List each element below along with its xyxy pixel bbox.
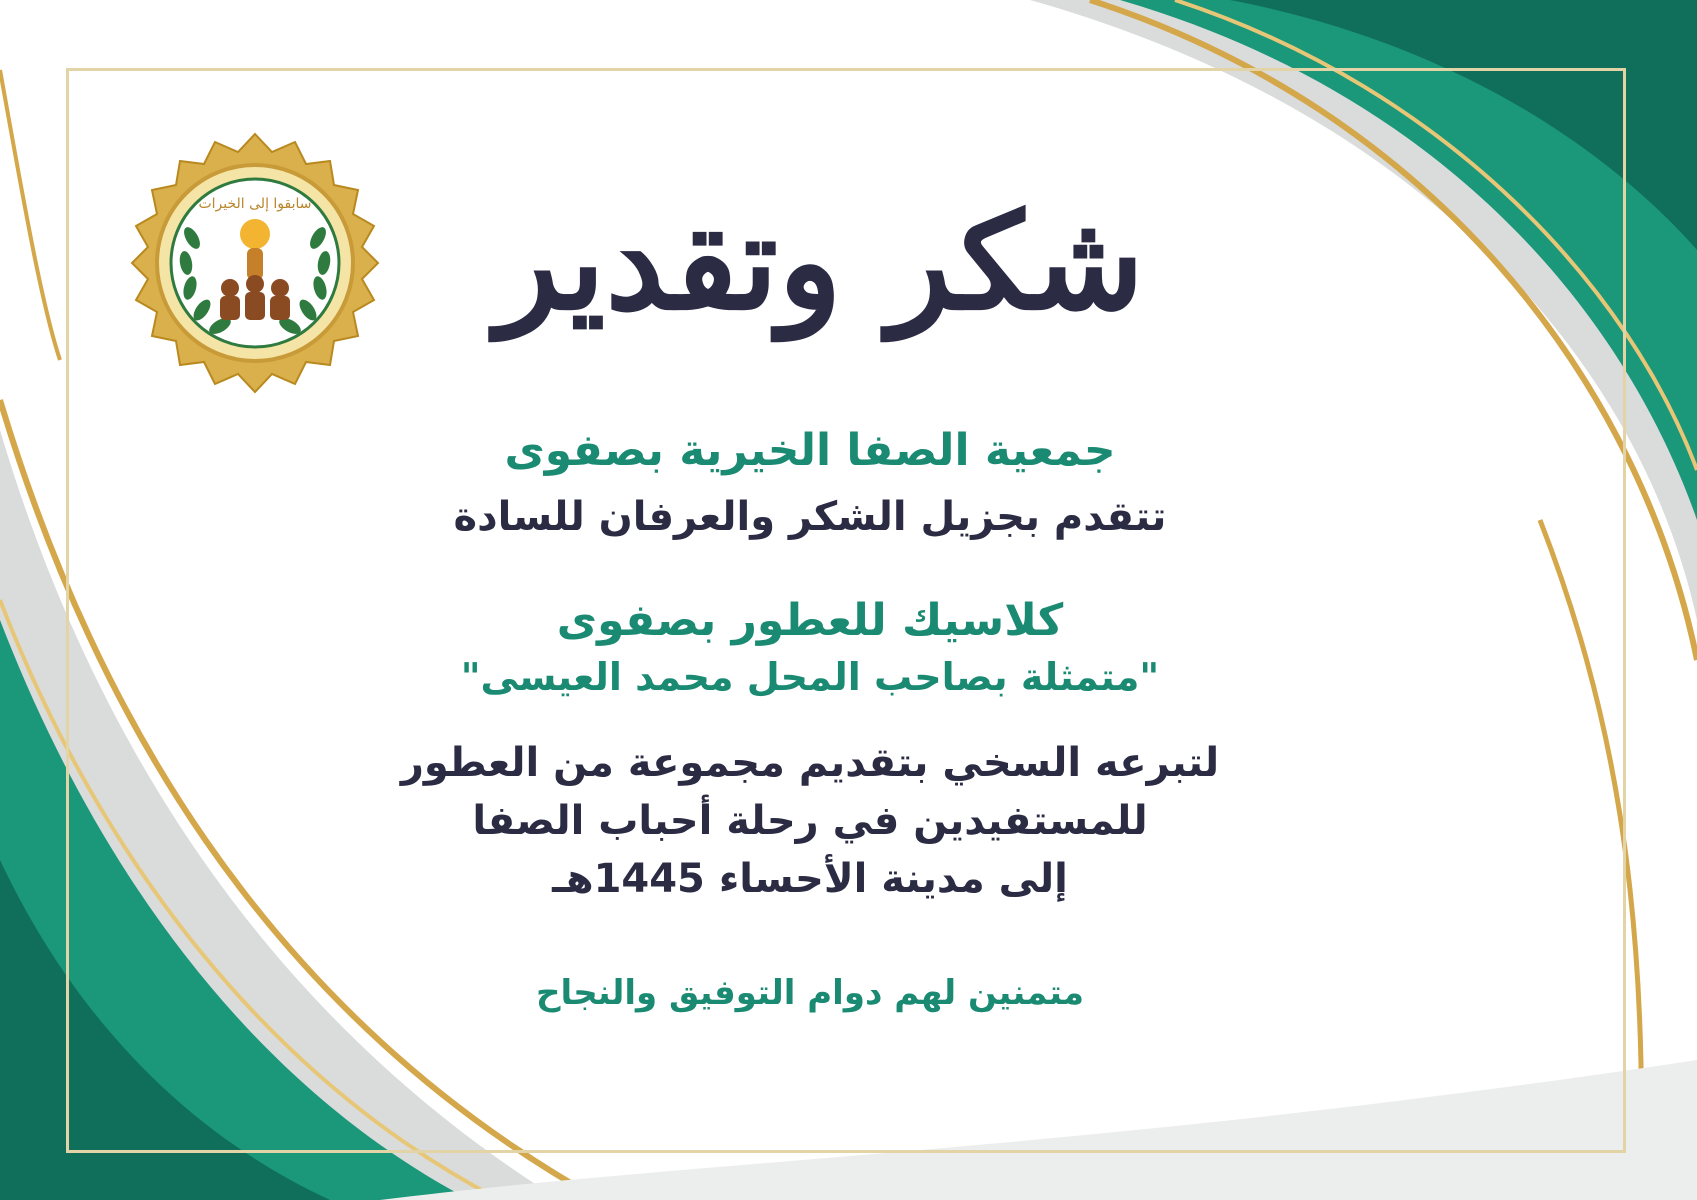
message-block xyxy=(360,400,1260,1018)
silver-wave-bottom xyxy=(380,1060,1697,1200)
donor-owner: "متمثلة بصاحب المحل محمد العيسى" xyxy=(460,655,1160,699)
seal-caption: سابقوا إلى الخيرات xyxy=(198,196,312,212)
intro-line: تتقدم بجزيل الشكر والعرفان للسادة xyxy=(453,494,1167,540)
gold-curve-left-top xyxy=(0,70,60,360)
body-line-3: إلى مدينة الأحساء 1445هـ xyxy=(552,856,1068,902)
sun-icon xyxy=(240,219,270,249)
body-line-1: لتبرعه السخي بتقديم مجموعة من العطور xyxy=(400,740,1220,786)
donor-name: كلاسيك للعطور بصفوى xyxy=(556,595,1064,646)
organization-name: جمعية الصفا الخيرية بصفوى xyxy=(504,425,1116,476)
emblem-icon xyxy=(120,128,390,398)
people-icon xyxy=(220,275,290,320)
calligraphy-title xyxy=(440,108,1200,378)
title-text: شكر وتقدير xyxy=(495,185,1145,340)
body-line-2: للمستفيدين في رحلة أحباب الصفا xyxy=(472,798,1148,844)
closing-wish: متمنين لهم دوام التوفيق والنجاح xyxy=(535,973,1085,1013)
